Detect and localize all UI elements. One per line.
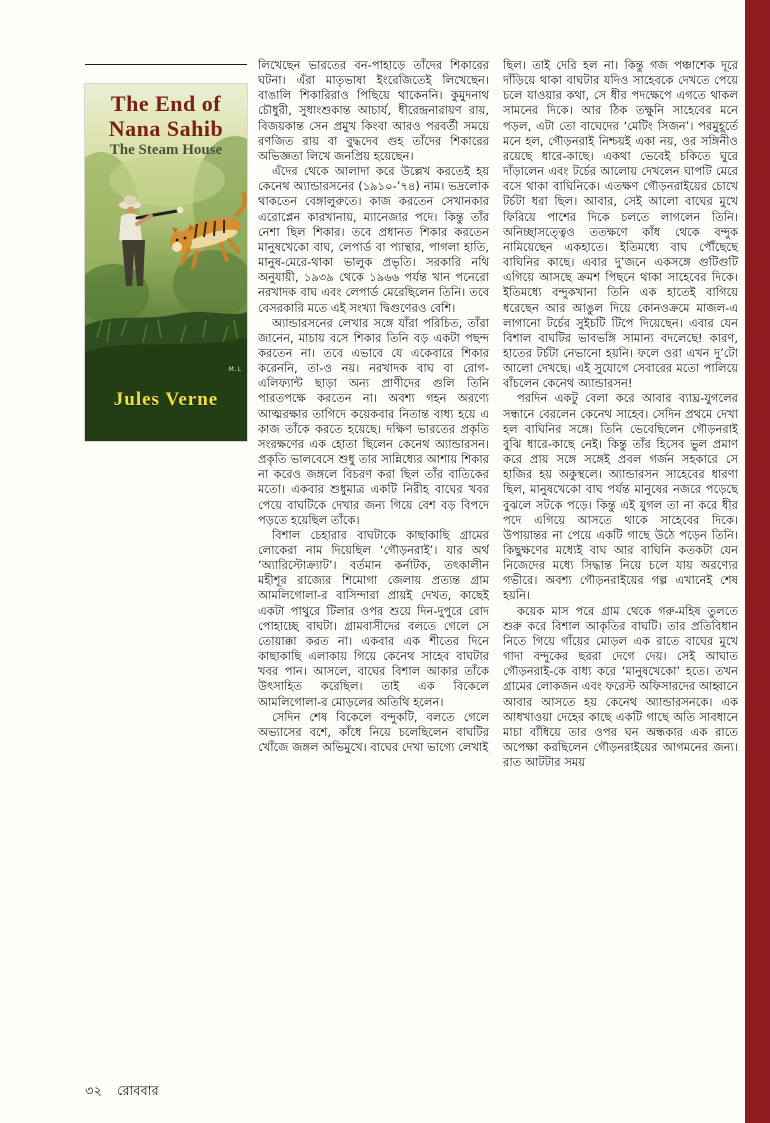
paragraph: সেদিন শেষ বিকেলে বন্দুকটি, বলতে গেলে অভ্যাসের বশে, কাঁধে নিয়ে চলেছিলেন বাঘটির খোঁজে জঙ্গল অভিমুখে। বাঘের দেখা ভাগ্যে লেখাই: [258, 709, 489, 755]
article-column-2: [503, 58, 738, 1084]
cover-title-line1: The End of: [110, 91, 222, 116]
paragraph: অ্যান্ডারসনের লেখার সঙ্গে যাঁরা পরিচিত, তাঁরা জানেন, মাচায় বসে শিকার তিনি বড় একটা পছন্দ করতেন না। তবে এভাবে যে একেবারে শিকার করেননি, তা-ও নয়। নরখাদক বাঘ বা রোগ-এলিফ্যান্ট ছাড়া অন্য প্রাণীদের গুলি তিনি পারতপক্ষে করতেন না। অবশ্য গহন অরণ্যে আত্মরক্ষার তাগিদে কয়েকবার নিতান্ত বাধ্য হয়ে এ কাজ তাঁকে করতে হয়েছে। দক্ষিণ ভারতের প্রকৃতি সংরক্ষণের এক হোতা ছিলেন কেনেথ অ্যান্ডারসন। প্রকৃতি ভালবেসে শুধু তার সান্নিধ্যের আশায় শিকার না করেও জঙ্গলে বিচরণ করা ছিল তাঁর বাতিকের মতো। একবার শুধুমাত্র একটি নিরীহ বাঘের খবর পেয়ে বাঘটিকে দেখার জন্য গিয়ে বেশ বড় বিপদে পড়তে হয়েছিল তাঁকে।: [258, 315, 489, 527]
paragraph: কয়েক মাস পরে গ্রাম থেকে গরু-মহিষ তুলতে শুরু করে বিশাল আকৃতির বাঘটি। তার প্রতিবিধান নিতে গিয়ে গাঁয়ের মোড়ল এক রাতে বাঘের মুখে গাদা বন্দুকের ছররা দেগে দেয়। সেই আঘাত গৌড়নরাই-কে বাধ্য করে ‘মানুষখেকো’ হতে। তখন গ্রামের লোকজন এবং ফরেস্ট অফিসারদের আহ্বানে আবার আসতে হয় কেনেথ অ্যান্ডারসনকে। এক আধখাওয়া দেহের কাছে একটি গাছে অতি সাবধানে মাচা বাঁধিয়ে তার ওপর ঘন অন্ধকার এক রাতে অপেক্ষা করছিলেন গৌড়নরাইয়ের আগমনের জন্য। রাত আটটার সময়: [503, 603, 738, 770]
article-column-1: [258, 58, 489, 1084]
paragraph: বিশাল চেহারার বাঘটাকে কাছাকাছি গ্রামের লোকেরা নাম দিয়েছিল ‘গৌড়নরাই’। যার অর্থ ‘অ্যারিস্টোক্র্যাট’। বর্তমান কর্নাটক, তৎকালীন মহীশূর রাজ্যের শিমোগা জেলায় প্রত্যন্ত গ্রাম আমলিগোলা-র বাসিন্দারা প্রায়ই দেখত, কাছেই একটা পাথুরে টিলার ওপর শুয়ে দিন-দুপুরে রোদ পোহাচ্ছে বাঘটা। গ্রামবাসীদের বলতে গেলে সে তোয়াক্কা করত না। একবার এক শীতের দিনে কাছাকাছি এলাকায় গিয়ে কেনেথ সাহেব বাঘটার খবর পান। আসলে, বাঘের বিশাল আকার তাঁকে উৎসাহিত করেছিল। তাই এক বিকেলে আমলিগোলা-র মোড়লের অতিথি হলেন।: [258, 527, 489, 709]
cover-title-line2: Nana Sahib: [108, 116, 224, 141]
page-number: ৩২: [85, 1084, 102, 1099]
spine-strip: [745, 0, 770, 1123]
paragraph: এঁদের থেকে আলাদা করে উল্লেখ করতেই হয় কেনেথ অ্যান্ডারসনের (১৯১০-’৭৪) নাম। ভদ্রলোক থাকতেন বেঙ্গালুরুতে। কাজ করতেন সেখানকার এরোপ্লেন কারখানায়, ম্যানেজার পদে। কিন্তু তাঁর নেশা ছিল শিকার। তবে প্রধানত শিকার করতেন মানুষখেকো বাঘ, লেপার্ড বা প্যান্থার, পাগলা হাতি, মানুষ-মেরে-থাকা ভালুক প্রভৃতি। সরকারি নথি অনুযায়ী, ১৯৩৯ থেকে ১৯৬৬ পর্যন্ত খান পনেরো নরখাদক বাঘ এবং লেপার্ড মেরেছিলেন তিনি। তবে বেসরকারি মতে এই সংখ্যা দ্বিগুণেরও বেশি।: [258, 164, 489, 315]
paragraph: পরদিন একটু বেলা করে আবার ব্যাঘ্র-যুগলের সন্ধানে বেরলেন কেনেথ সাহেব। সেদিন প্রথমে দেখা হল বাঘিনির সঙ্গে। তিনি ভেবেছিলেন গৌড়নরাই বুঝি ধারে-কাছে নেই। কিন্তু তাঁর হিসেব ভুল প্রমাণ করে প্রায় সঙ্গে সঙ্গেই প্রবল গর্জন সহকারে সে হাজির হয় অকুস্থলে। অ্যান্ডারসন সাহেবের ধারণা ছিল, মানুষখেকো বাঘ পর্যন্ত মানুষের নজরে পড়েছে বুঝলে সটকে পড়ে। কিন্তু এই যুগল তা না করে ধীর পদে এগিয়ে আসতে থাকে সাহেবের দিকে। উপায়ান্তর না পেয়ে একটি গাছে উঠে পড়েন তিনি। কিছুক্ষণের মধ্যেই বাঘ আর বাঘিনি কতকটা যেন নিজেদের মধ্যে সিদ্ধান্ত নিয়ে চলে যায় অরণ্যের গভীরে। অবশ্য গৌড়নরাইয়ের গল্প এখানেই শেষ হয়নি।: [503, 391, 738, 603]
book-cover: [85, 84, 247, 441]
cover-title: [85, 91, 247, 141]
cover-subtitle: The Steam House: [109, 142, 223, 158]
paragraph: লিখেছেন ভারতের বন-পাহাড়ে তাঁদের শিকারের ঘটনা। এঁরা মাতৃভাষা ইংরেজিতেই লিখেছেন। বাঙালি শিকারিরাও পিছিয়ে থাকেননি। কুমুদনাথ চৌধুরী, সুধাংশুকান্ত আচার্য, ধীরেন্দ্রনারায়ণ রায়, বিজয়কান্ত সেন প্রমুখ কিংবা আরও পরবর্তী সময়ে রণজিত রায় বা বুদ্ধদেব গুহ তাঁদের শিকারের অভিজ্ঞতা লিখে জনপ্রিয় হয়েছেন।: [258, 58, 489, 163]
magazine-title: রোববার: [117, 1084, 159, 1099]
illustrator-initials: M.L: [228, 366, 242, 373]
cover-author: Jules Verne: [113, 389, 219, 410]
column-top-rule: [85, 64, 247, 65]
paragraph: ছিল। তাই দেরি হল না। কিন্তু গজ পঞ্চাশেক দূরে দাঁড়িয়ে থাকা বাঘটার যদিও সাহেবকে দেখতে পেয়ে চলে যাওয়ার কথা, সে ধীর পদক্ষেপে এগতে থাকল সামনের দিকে। আর ঠিক তক্ষুনি সাহেবের মনে পড়ল, এটা তো বাঘেদের ‘মেটিং সিজন’। পরমুহূর্তে মনে হল, গৌড়নরাই নিশ্চয়ই একা নয়, ওর সঙ্গিনীও রয়েছে ধারে-কাছে। একথা ভেবেই চকিতে ঘুরে দাঁড়ালেন এবং টর্চের আলোয় দেখলেন ঘাপটি মেরে বসে থাকা বাঘিনিকে। এতক্ষণ গৌড়নরাইয়ের চোখে টর্চটা ধরা ছিল। আবার, সেই আলো বাঘের মুখে ফিরিয়ে পাশের দিকে চলতে লাগলেন তিনি। অনিচ্ছাসত্ত্বেও ততক্ষণে কাঁধ থেকে বন্দুক নামিয়েছেন একহাতে। ইতিমধ্যে বাঘ পৌঁছেছে বাঘিনির কাছে। এবার দু’জনে একসঙ্গে গুটিগুটি এগিয়ে আসছে ক্রমশ পিছনে থাকা সাহেবের দিকে। ইতিমধ্যে বন্দুকখানা তিনি এক হাতেই বাগিয়ে ধরেছেন আর আঙুল দিয়ে কোনওক্রমে মাজল-এ লাগানো টর্চের সুইচটি টিপে দিয়েছেন। এবার যেন বিশাল বাঘটির ভাবভঙ্গি সামান্য বদলেছে! কারণ, হাতের টর্চটা নেভানো হয়নি। ফলে ওরা এখন দু’টো আলো দেখছে। এই সুযোগে সেবারের মতো পালিয়ে বাঁচলেন কেনেথ অ্যান্ডারসন!: [503, 58, 738, 391]
page-footer: [85, 1082, 159, 1103]
